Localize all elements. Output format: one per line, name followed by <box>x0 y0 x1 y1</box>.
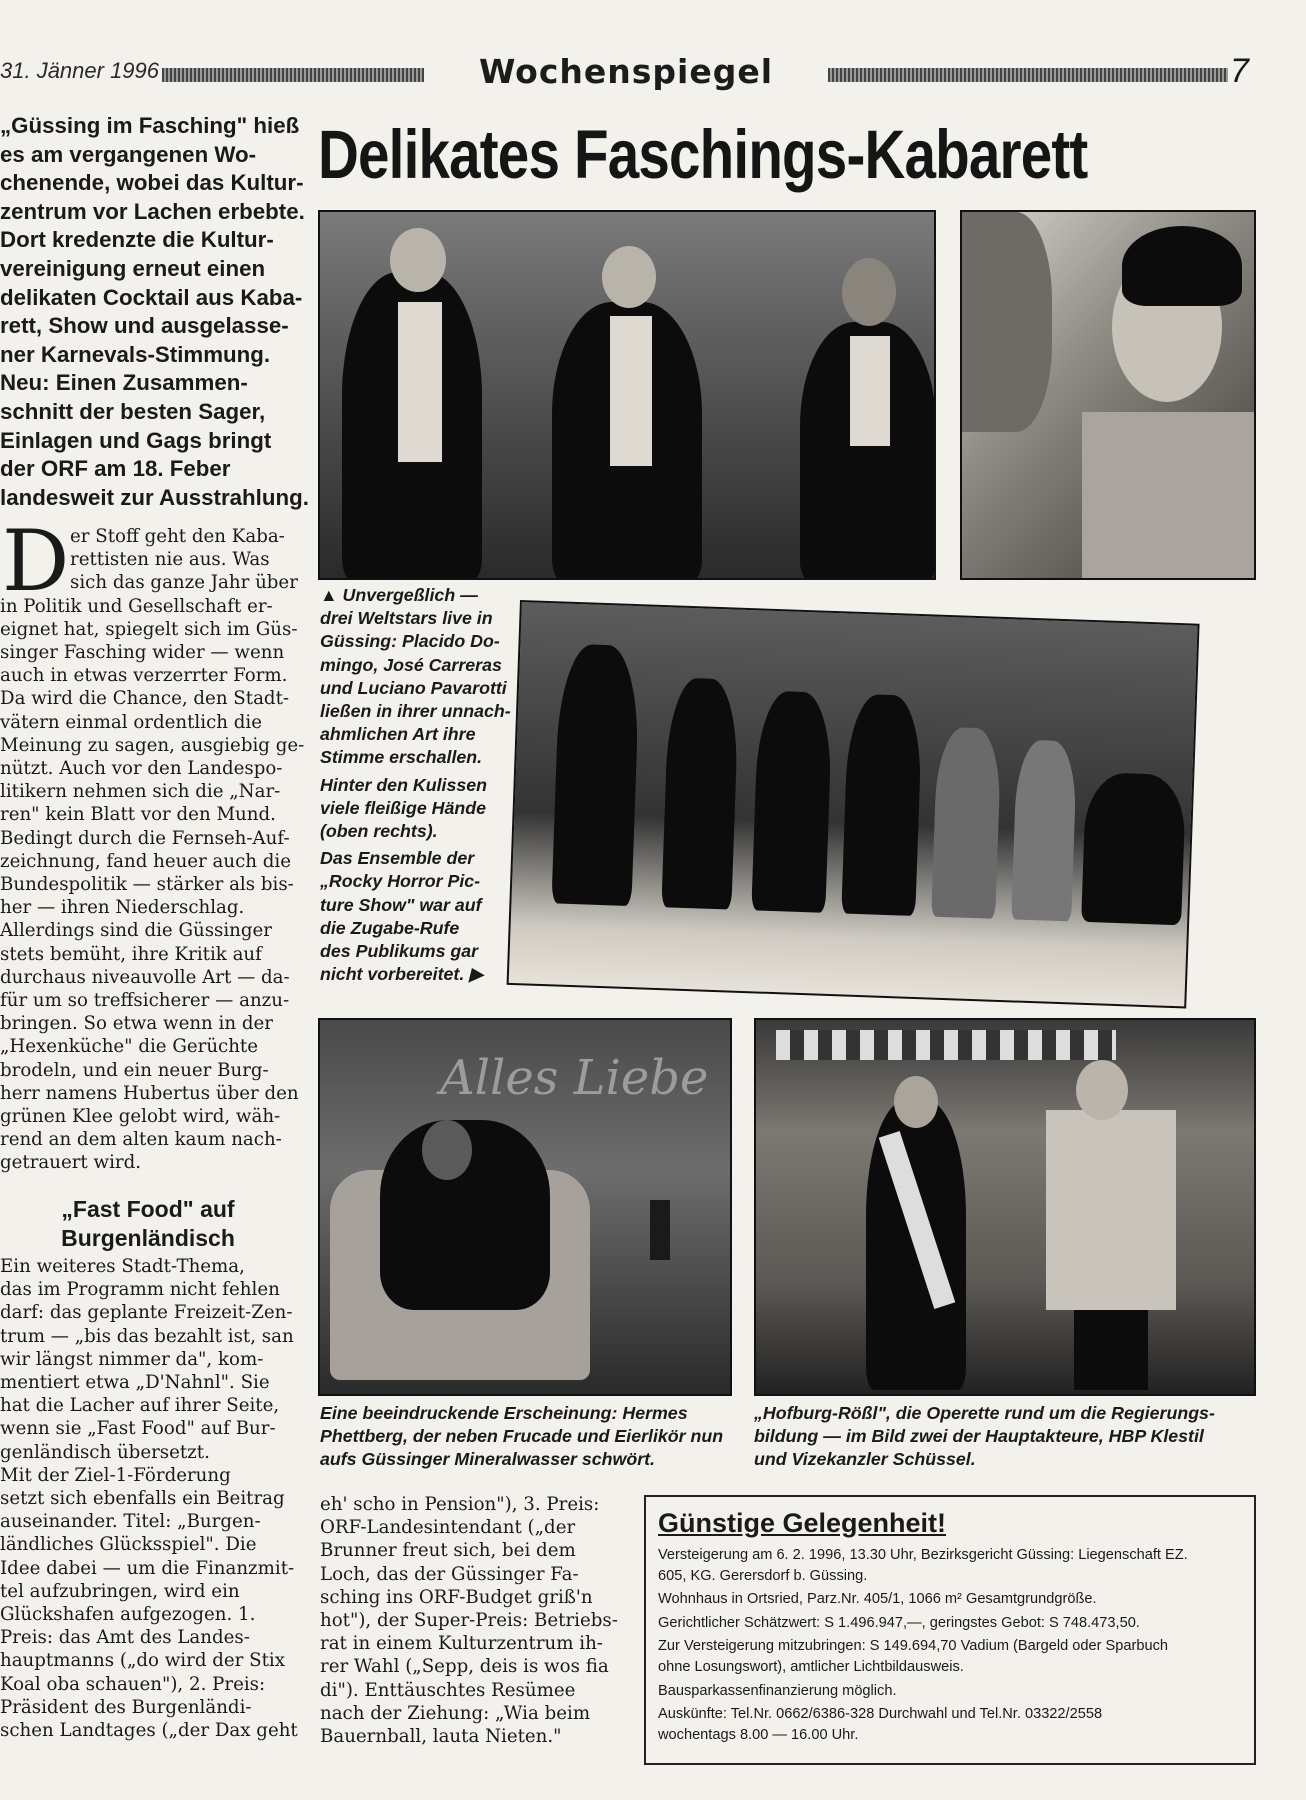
body-line: mentiert etwa „D'Nahnl". Sie <box>0 1372 270 1394</box>
figure-performer <box>1011 739 1077 921</box>
figure-performer <box>841 694 923 916</box>
body-line: sich das ganze Jahr über <box>70 572 298 594</box>
body-line: Idee dabei — um die Finanzmit- <box>0 1557 295 1579</box>
body-line: getrauert wird. <box>0 1152 142 1174</box>
stage-backdrop-ornament <box>776 1030 1116 1060</box>
photo-rocky-horror-ensemble <box>507 600 1200 1008</box>
subhead-line: „Fast Food" auf <box>61 1196 235 1222</box>
body-line: nützt. Auch vor den Landespo- <box>0 758 283 780</box>
figure-shirt <box>398 302 442 462</box>
body-line: in Politik und Gesellschaft er- <box>0 595 273 617</box>
article-subheading <box>0 1195 296 1253</box>
body-line: eh' scho in Pension"), 3. Preis: <box>320 1494 600 1515</box>
body-line: hat die Lacher auf ihrer Seite, <box>0 1395 280 1417</box>
body-line: Bundespolitik — stärker als bis- <box>0 874 294 896</box>
figure-face <box>390 228 446 292</box>
body-line: genländisch übersetzt. <box>0 1441 210 1463</box>
body-line: eignet hat, spiegelt sich im Güs- <box>0 618 298 640</box>
lead-line: zentrum vor Lachen erbebte. <box>0 198 305 224</box>
caption-line: mingo, José Carreras <box>320 654 502 675</box>
body-line: stets bemüht, ihre Kritik auf <box>0 943 262 965</box>
body-line: darf: das geplante Freizeit-Zen- <box>0 1302 293 1324</box>
lead-line: Dort kredenzte die Kultur- <box>0 227 274 253</box>
body-line: setzt sich ebenfalls ein Beitrag <box>0 1488 285 1510</box>
figure-performer <box>1081 772 1186 925</box>
issue-date: 31. Jänner 1996 <box>0 58 160 83</box>
body-line: vätern einmal ordentlich die <box>0 711 262 733</box>
body-line: bringen. So etwa wenn in der <box>0 1013 273 1035</box>
lead-line: vereinigung erneut einen <box>0 255 266 281</box>
lead-line: landesweit zur Ausstrahlung. <box>0 484 309 510</box>
body-line: Mit der Ziel-1-Förderung <box>0 1464 231 1486</box>
caption-line: ture Show" war auf <box>320 894 482 915</box>
header-rule-left <box>162 68 424 82</box>
figure-face <box>602 246 656 308</box>
body-line: Loch, das der Güssinger Fa- <box>320 1563 579 1585</box>
body-line: hauptmanns („do wird der Stix <box>0 1650 285 1672</box>
photo-caption-phettberg <box>320 1402 740 1472</box>
body-line: sching ins ORF-Budget griß'n <box>320 1586 593 1608</box>
body-line: rat in einem Kulturzentrum ih- <box>320 1633 603 1655</box>
figure-helper <box>962 212 1052 432</box>
stage-sign-text: Alles Liebe <box>440 1050 709 1106</box>
caption-line: (oben rechts). <box>320 821 438 842</box>
article-body-part1 <box>0 512 305 1175</box>
caption-line: Güssing: Placido Do- <box>320 631 500 652</box>
article-lead <box>0 112 309 512</box>
auction-notice-line: ohne Losungswort), amtlicher Lichtbildausweis. <box>658 1658 964 1675</box>
auction-notice-line: Gerichtlicher Schätzwert: S 1.496.947,—, geringstes Gebot: S 748.473,50. <box>658 1614 1140 1631</box>
caption-line: ▲ Unvergeßlich — <box>320 585 478 605</box>
body-line: ren" kein Blatt vor den Mund. <box>0 804 276 826</box>
article-headline: Delikates Faschings-Kabarett <box>318 116 1088 193</box>
lead-line: rett, Show und ausgelasse- <box>0 313 289 339</box>
figure-performer <box>751 690 833 912</box>
section-title: Wochenspiegel <box>478 52 774 91</box>
body-line: hot"), der Super-Preis: Betriebs- <box>320 1610 618 1632</box>
page-number: 7 <box>1230 52 1249 90</box>
auction-notice-line: 605, KG. Gerersdorf b. Güssing. <box>658 1567 868 1584</box>
figure-actor-jacket <box>1046 1110 1176 1310</box>
body-line: brodeln, und ein neuer Burg- <box>0 1059 269 1081</box>
figure-shirt <box>610 316 652 466</box>
caption-line: des Publikums gar <box>320 941 479 962</box>
body-line: durchaus niveauvolle Art — da- <box>0 966 290 988</box>
caption-line: viele fleißige Hände <box>320 797 487 818</box>
figure-performer <box>661 677 739 909</box>
figure-performer <box>931 727 1002 919</box>
body-line: Meinung zu sagen, ausgiebig ge- <box>0 734 305 756</box>
body-line: trum — „bis das bezahlt ist, san <box>0 1325 294 1347</box>
body-line: rend an dem alten kaum nach- <box>0 1129 282 1151</box>
photo-caption-hofburg <box>754 1402 1258 1472</box>
auction-notice-box <box>644 1495 1256 1765</box>
caption-line: Das Ensemble der <box>320 848 475 869</box>
auction-notice-line: Zur Versteigerung mitzubringen: S 149.694,70 Vadium (Bargeld oder Sparbuch <box>658 1638 1169 1655</box>
lead-line: „Güssing im Fasching" hieß <box>0 113 300 138</box>
auction-notice-title: Günstige Gelegenheit! <box>658 1508 947 1538</box>
body-line: „Hexenküche" die Gerüchte <box>0 1036 258 1058</box>
body-line: Koal oba schauen"), 2. Preis: <box>0 1673 266 1695</box>
lead-line: delikaten Cocktail aus Kaba- <box>0 284 303 310</box>
lead-line: Neu: Einen Zusammen- <box>0 370 248 396</box>
auction-notice-line: Bausparkassenfinanzierung möglich. <box>658 1682 897 1699</box>
caption-line: Stimme erschallen. <box>320 747 483 768</box>
bottle <box>650 1200 670 1260</box>
figure-face <box>422 1120 472 1180</box>
photo-phettberg-armchair <box>318 1018 732 1396</box>
body-line: Preis: das Amt des Landes- <box>0 1627 250 1649</box>
caption-line: ahmlichen Art ihre <box>320 724 476 745</box>
caption-line: Eine beeindruckende Erscheinung: Hermes <box>320 1403 688 1423</box>
body-line: Glückshafen aufgezogen. 1. <box>0 1604 256 1626</box>
figure-trousers <box>1074 1310 1148 1390</box>
figure-performer <box>551 643 640 906</box>
auction-notice-line: Wohnhaus in Ortsried, Parz.Nr. 405/1, 1066 m² Gesamtgrundgröße. <box>658 1591 1097 1608</box>
body-line: grünen Klee gelobt wird, wäh- <box>0 1106 281 1128</box>
figure-face <box>1076 1060 1128 1120</box>
caption-line: und Luciano Pavarotti <box>320 677 507 698</box>
body-line: Bauernball, lauta Nieten." <box>320 1726 562 1748</box>
figure-face <box>894 1076 938 1128</box>
photo-hofburg-roessl <box>754 1018 1256 1396</box>
body-line: litikern nehmen sich die „Nar- <box>0 781 281 803</box>
dropcap-letter: D <box>2 512 70 610</box>
body-line: Ein weiteres Stadt-Thema, <box>0 1256 245 1277</box>
body-line: rer Wahl („Sepp, deis is wos fia <box>320 1656 609 1678</box>
photo-backstage-makeup <box>960 210 1256 580</box>
figure-hair <box>1122 226 1242 306</box>
body-line: wenn sie „Fast Food" auf Bur- <box>0 1418 276 1440</box>
body-line: her — ihren Niederschlag. <box>0 897 245 919</box>
lead-line: schnitt der besten Sager, <box>0 398 266 424</box>
body-line: ORF-Landesintendant („der <box>320 1517 576 1539</box>
body-line: singer Fasching wider — wenn <box>0 642 285 664</box>
body-line: Präsident des Burgenländi- <box>0 1696 252 1718</box>
lead-line: Einlagen und Gags bringt <box>0 427 272 453</box>
body-line: rettisten nie aus. Was <box>70 549 270 571</box>
body-line: schen Landtages („der Dax geht <box>0 1720 298 1742</box>
caption-line: drei Weltstars live in <box>320 608 493 629</box>
subhead-line: Burgenländisch <box>61 1225 235 1251</box>
body-line: für um so treffsicherer — anzu- <box>0 990 290 1012</box>
header-rule-right <box>828 68 1228 82</box>
caption-line: nicht vorbereitet. ▶ <box>320 964 483 985</box>
body-line: Da wird die Chance, den Stadt- <box>0 688 290 710</box>
caption-line: Phettberg, der neben Frucade und Eierlikör nun <box>320 1426 724 1447</box>
body-line: di"). Enttäuschtes Resümee <box>320 1679 576 1701</box>
caption-line: und Vizekanzler Schüssel. <box>754 1449 976 1470</box>
caption-line: ließen in ihrer unnach- <box>320 701 511 722</box>
caption-line: Hinter den Kulissen <box>320 774 487 795</box>
body-line: Brunner freut sich, bei dem <box>320 1540 576 1562</box>
figure-shirt <box>850 336 890 446</box>
photo-caption-stage <box>320 584 520 986</box>
figure-costume <box>1082 412 1256 580</box>
body-line: er Stoff geht den Kaba- <box>70 526 285 547</box>
page-header <box>0 52 1306 96</box>
article-body-part3 <box>320 1493 616 1748</box>
body-line: Bedingt durch die Fernseh-Auf- <box>0 827 290 849</box>
body-line: tel aufzubringen, wird ein <box>0 1580 240 1602</box>
figure-face <box>842 258 896 326</box>
auction-notice-line: Auskünfte: Tel.Nr. 0662/6386-328 Durchwahl und Tel.Nr. 03322/2558 <box>658 1706 1103 1723</box>
photo-three-tenors <box>318 210 936 580</box>
lead-line: es am vergangenen Wo- <box>0 141 257 167</box>
body-line: auseinander. Titel: „Burgen- <box>0 1511 261 1533</box>
body-line: herr namens Hubertus über den <box>0 1082 299 1104</box>
auction-notice-line: wochentags 8.00 — 16.00 Uhr. <box>658 1726 859 1743</box>
body-line: Allerdings sind die Güssinger <box>0 920 272 942</box>
lead-line: ner Karnevals-Stimmung. <box>0 341 271 367</box>
lead-line: chenende, wobei das Kultur- <box>0 170 304 196</box>
caption-line: „Rocky Horror Pic- <box>320 871 481 892</box>
caption-line: die Zugabe-Rufe <box>320 917 460 938</box>
body-line: zeichnung, fand heuer auch die <box>0 850 292 872</box>
body-line: nach der Ziehung: „Wia beim <box>320 1702 591 1724</box>
caption-line: bildung — im Bild zwei der Hauptakteure, HBP Klestil <box>754 1426 1204 1447</box>
body-line: auch in etwas verzerrter Form. <box>0 665 288 687</box>
lead-line: der ORF am 18. Feber <box>0 456 231 482</box>
caption-line: „Hofburg-Rößl", die Operette rund um die Regierungs- <box>754 1403 1215 1423</box>
body-line: ländliches Glücksspiel". Die <box>0 1534 257 1556</box>
auction-notice-line: Versteigerung am 6. 2. 1996, 13.30 Uhr, Bezirksgericht Güssing: Liegenschaft EZ. <box>658 1547 1188 1563</box>
body-line: wir längst nimmer da", kom- <box>0 1348 264 1370</box>
caption-line: aufs Güssinger Mineralwasser schwört. <box>320 1449 655 1470</box>
article-body-part2 <box>0 1255 296 1742</box>
body-line: das im Programm nicht fehlen <box>0 1279 280 1301</box>
